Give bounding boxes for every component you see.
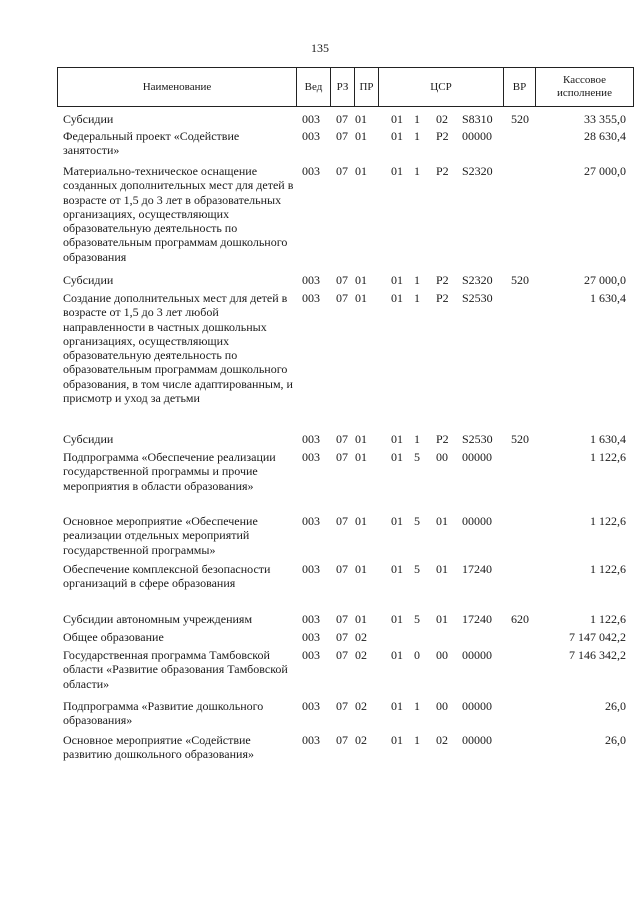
row-pr: 01	[355, 112, 367, 126]
row-name: Субсидии	[63, 432, 114, 446]
row-rz: 07	[336, 699, 348, 713]
row-name: Федеральный проект «Содействие занятости»	[63, 129, 240, 158]
row-vr: 520	[511, 112, 529, 126]
row-rz: 07	[336, 733, 348, 747]
row-csr-direction: 17240	[462, 612, 492, 626]
row-ved: 003	[302, 273, 320, 287]
row-sum: 27 000,0	[584, 273, 626, 287]
row-ved: 003	[302, 129, 320, 143]
row-csr-event: P2	[436, 273, 449, 287]
row-csr-subprogram: 0	[414, 648, 420, 662]
row-pr: 01	[355, 273, 367, 287]
row-ved: 003	[302, 612, 320, 626]
row-csr-event: 01	[436, 612, 448, 626]
row-csr-event: P2	[436, 432, 449, 446]
row-rz: 07	[336, 129, 348, 143]
row-ved: 003	[302, 733, 320, 747]
row-csr-program: 01	[391, 291, 403, 305]
row-name: Основное мероприятие «Обеспечение реализации отдельных мероприятий государственной программы»	[63, 514, 258, 557]
row-pr: 01	[355, 432, 367, 446]
row-ved: 003	[302, 112, 320, 126]
row-csr-subprogram: 1	[414, 699, 420, 713]
row-ved: 003	[302, 432, 320, 446]
row-csr-direction: 00000	[462, 514, 492, 528]
row-csr-direction: S2320	[462, 164, 493, 178]
row-csr-subprogram: 1	[414, 291, 420, 305]
header-pr: ПР	[354, 68, 378, 106]
table-header	[57, 67, 634, 107]
row-pr: 02	[355, 699, 367, 713]
header-sum: Кассовое исполнение	[535, 68, 633, 106]
row-rz: 07	[336, 164, 348, 178]
row-sum: 26,0	[605, 733, 626, 747]
row-sum: 1 122,6	[590, 514, 626, 528]
row-pr: 01	[355, 562, 367, 576]
row-rz: 07	[336, 612, 348, 626]
row-sum: 7 147 042,2	[569, 630, 626, 644]
header-rz: РЗ	[330, 68, 354, 106]
row-sum: 33 355,0	[584, 112, 626, 126]
row-pr: 02	[355, 630, 367, 644]
row-sum: 27 000,0	[584, 164, 626, 178]
row-csr-subprogram: 5	[414, 612, 420, 626]
row-name: Материально-техническое оснащение созданных дополнительных мест для детей в возрасте от 1,5 до 3 лет в образовательных организациях, осуществляющих образовательную деятельность по образовательным программам дошкольного образования	[63, 164, 294, 264]
row-csr-subprogram: 1	[414, 129, 420, 143]
row-sum: 1 630,4	[590, 432, 626, 446]
row-csr-program: 01	[391, 733, 403, 747]
row-csr-direction: S2320	[462, 273, 493, 287]
row-rz: 07	[336, 630, 348, 644]
row-csr-direction: 00000	[462, 733, 492, 747]
row-name: Субсидии	[63, 273, 114, 287]
row-vr: 520	[511, 273, 529, 287]
row-vr: 620	[511, 612, 529, 626]
row-rz: 07	[336, 648, 348, 662]
row-csr-program: 01	[391, 648, 403, 662]
row-name: Субсидии	[63, 112, 114, 126]
row-name: Подпрограмма «Развитие дошкольного образования»	[63, 699, 264, 728]
row-name: Создание дополнительных мест для детей в возрасте от 1,5 до 3 лет любой направленности в частных дошкольных организациях, осуществляющих образовательную деятельность по образовательным программам дошкольного образования, в том числе адаптированным, и присмотр и уход за детьми	[63, 291, 293, 406]
row-csr-direction: 00000	[462, 648, 492, 662]
row-vr: 520	[511, 432, 529, 446]
row-csr-program: 01	[391, 450, 403, 464]
row-csr-event: P2	[436, 164, 449, 178]
row-pr: 01	[355, 450, 367, 464]
row-ved: 003	[302, 699, 320, 713]
row-ved: 003	[302, 164, 320, 178]
row-pr: 01	[355, 164, 367, 178]
row-csr-event: P2	[436, 291, 449, 305]
row-pr: 01	[355, 291, 367, 305]
row-csr-subprogram: 1	[414, 432, 420, 446]
row-pr: 01	[355, 129, 367, 143]
page-number: 135	[311, 41, 329, 55]
row-rz: 07	[336, 432, 348, 446]
row-rz: 07	[336, 562, 348, 576]
row-name: Субсидии автономным учреждениям	[63, 612, 253, 626]
row-ved: 003	[302, 291, 320, 305]
row-name: Основное мероприятие «Содействие развитию дошкольного образования»	[63, 733, 254, 762]
row-rz: 07	[336, 273, 348, 287]
row-csr-direction: 00000	[462, 699, 492, 713]
header-csr: ЦСР	[378, 68, 503, 106]
row-pr: 02	[355, 648, 367, 662]
row-name: Общее образование	[63, 630, 164, 644]
row-csr-program: 01	[391, 432, 403, 446]
row-csr-direction: 17240	[462, 562, 492, 576]
header-vr: ВР	[503, 68, 535, 106]
row-csr-event: P2	[436, 129, 449, 143]
row-csr-program: 01	[391, 164, 403, 178]
row-csr-subprogram: 5	[414, 514, 420, 528]
row-sum: 28 630,4	[584, 129, 626, 143]
row-ved: 003	[302, 562, 320, 576]
row-rz: 07	[336, 291, 348, 305]
row-csr-subprogram: 1	[414, 733, 420, 747]
row-name: Подпрограмма «Обеспечение реализации государственной программы и прочие мероприятия в области образования»	[63, 450, 276, 493]
row-csr-event: 01	[436, 562, 448, 576]
row-csr-subprogram: 1	[414, 273, 420, 287]
row-csr-direction: S2530	[462, 291, 493, 305]
row-csr-program: 01	[391, 514, 403, 528]
row-sum: 1 630,4	[590, 291, 626, 305]
row-csr-subprogram: 1	[414, 112, 420, 126]
row-csr-event: 01	[436, 514, 448, 528]
row-csr-event: 02	[436, 733, 448, 747]
row-csr-direction: S2530	[462, 432, 493, 446]
row-rz: 07	[336, 514, 348, 528]
row-name: Обеспечение комплексной безопасности организаций в сфере образования	[63, 562, 271, 591]
row-csr-program: 01	[391, 112, 403, 126]
row-csr-program: 01	[391, 273, 403, 287]
row-ved: 003	[302, 450, 320, 464]
row-csr-direction: 00000	[462, 450, 492, 464]
row-sum: 1 122,6	[590, 450, 626, 464]
header-ved: Вед	[296, 68, 330, 106]
row-csr-subprogram: 5	[414, 450, 420, 464]
row-rz: 07	[336, 450, 348, 464]
row-csr-program: 01	[391, 562, 403, 576]
row-sum: 1 122,6	[590, 612, 626, 626]
row-rz: 07	[336, 112, 348, 126]
row-csr-direction: 00000	[462, 129, 492, 143]
row-csr-program: 01	[391, 699, 403, 713]
row-csr-program: 01	[391, 612, 403, 626]
row-ved: 003	[302, 630, 320, 644]
row-csr-program: 01	[391, 129, 403, 143]
row-pr: 02	[355, 733, 367, 747]
row-name: Государственная программа Тамбовской области «Развитие образования Тамбовской области»	[63, 648, 288, 691]
row-csr-event: 00	[436, 699, 448, 713]
row-csr-subprogram: 1	[414, 164, 420, 178]
row-pr: 01	[355, 612, 367, 626]
row-sum: 26,0	[605, 699, 626, 713]
header-name: Наименование	[142, 80, 212, 93]
row-sum: 7 146 342,2	[569, 648, 626, 662]
row-csr-subprogram: 5	[414, 562, 420, 576]
row-sum: 1 122,6	[590, 562, 626, 576]
row-ved: 003	[302, 648, 320, 662]
row-ved: 003	[302, 514, 320, 528]
row-csr-event: 00	[436, 450, 448, 464]
row-csr-event: 02	[436, 112, 448, 126]
row-pr: 01	[355, 514, 367, 528]
row-csr-event: 00	[436, 648, 448, 662]
row-csr-direction: S8310	[462, 112, 493, 126]
